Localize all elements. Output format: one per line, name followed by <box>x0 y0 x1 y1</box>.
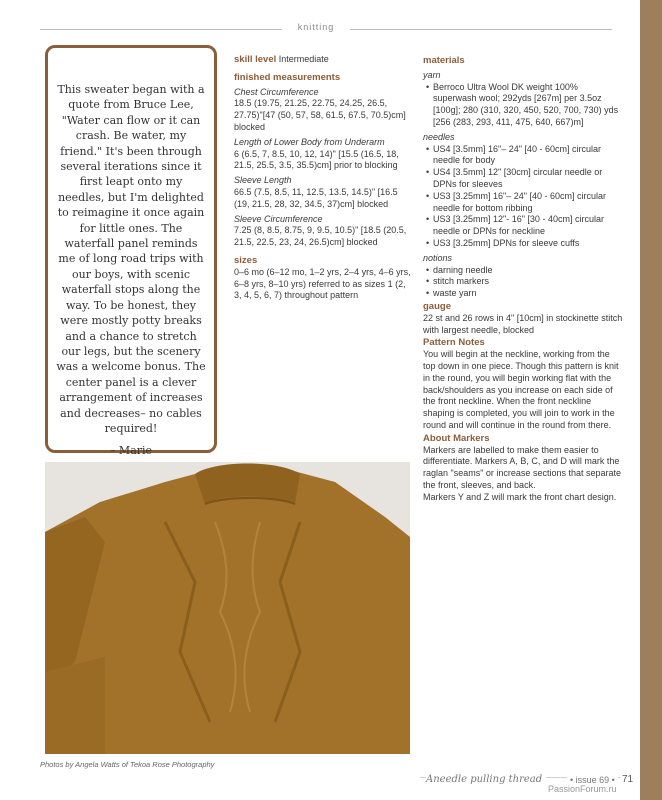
skill-level <box>234 54 414 66</box>
needles-label: needles <box>423 131 455 142</box>
yarn-label: yarn <box>423 69 441 80</box>
about-markers-text-2: Markers Y and Z will mark the front chart design. <box>423 491 617 502</box>
watermark: PassionForum.ru <box>548 784 617 794</box>
gauge-heading: gauge <box>423 300 451 312</box>
list-item: • US3 [3.25mm] 12"- 16" [30 - 40cm] circular needle or DPNs for neckline <box>433 214 623 238</box>
header-rule-right <box>350 29 612 30</box>
sizes-text: 0–6 mo (6–12 mo, 1–2 yrs, 2–4 yrs, 4–6 yrs, 6–8 yrs, 8–10 yrs) referred to as sizes 1 (2, 3, 4, 5, 6, 7) throughout pattern <box>234 266 411 301</box>
page-number: 71 <box>622 774 634 785</box>
designer-quote-box <box>45 45 217 458</box>
pattern-notes-heading: Pattern Notes <box>423 337 485 349</box>
finished-measurements-heading: finished measurements <box>234 71 341 83</box>
measurement-value: 66.5 (7.5, 8.5, 11, 12.5, 13.5, 14.5)" [16.5 (19, 21.5, 28, 32, 34.5, 37)cm] blocked <box>234 186 398 209</box>
measurement-name: Sleeve Circumference <box>234 213 323 224</box>
skill-level-value: Intermediate <box>278 54 329 64</box>
measurement-name: Sleeve Length <box>234 175 292 186</box>
list-item: • waste yarn <box>433 288 623 300</box>
list-item: • darning needle <box>433 265 623 277</box>
yarn-list <box>423 82 623 129</box>
section-tag: knitting <box>297 22 335 32</box>
list-item: • US4 [3.5mm] 12" [30cm] circular needle or DPNs for sleeves <box>433 167 623 191</box>
gauge-text: 22 st and 26 rows in 4" [10cm] in stockinette stitch with largest needle, blocked <box>423 312 623 335</box>
measurement-value: 7.25 (8, 8.5, 8.75, 9, 9.5, 10.5)" [18.5 (20.5, 21.5, 22.5, 23, 24, 26.5)cm] blocked <box>234 225 407 248</box>
about-markers-text: Markers are labelled to make them easier to differentiate. Markers A, B, C, and D will mark the raglan "seams" or increase sections that separate the front, sleeves, and back. <box>423 444 621 490</box>
issue-number: • issue 69 • <box>567 775 618 785</box>
skill-level-label: skill level <box>234 54 277 65</box>
notions-label: notions <box>423 252 453 263</box>
sweater-photo <box>45 462 410 754</box>
needles-list <box>423 144 623 250</box>
sweater-illustration <box>45 462 410 754</box>
photo-credit: Photos by Angela Watts of Tekoa Rose Photography <box>40 760 215 769</box>
pattern-notes-text: You will begin at the neckline, working from the top down in one piece. Though this pattern is knit in the round, you will begin working flat with the back/shoulders as you increase on each side of the front neckline. When the front neckline shaping is completed, you will join to work in the round and will continue in the round from there. <box>423 349 619 430</box>
list-item: • US3 [3.25mm] 16"– 24" [40 - 60cm] circular needle for bottom ribbing <box>433 191 623 215</box>
notions-list <box>423 265 623 300</box>
page-edge-bar <box>640 0 662 800</box>
about-markers-heading: About Markers <box>423 432 490 444</box>
list-item: • stitch markers <box>433 276 623 288</box>
quote-signature: – Marie <box>109 444 153 458</box>
measurement-name: Chest Circumference <box>234 86 319 97</box>
list-item: • Berroco Ultra Wool DK weight 100% superwash wool; 292yds [267m] per 3.5oz [100g]; 280 (310, 320, 450, 520, 700, 730) yds [256 (283, 293, 411, 475, 640, 667)m] <box>433 82 623 129</box>
header-rule-left <box>40 29 282 30</box>
measurement-value: 18.5 (19.75, 21.25, 22.75, 24.25, 26.5, 27.75)"[47 (50, 57, 58, 61.5, 67.5, 70.5)cm] blocked <box>234 98 406 132</box>
materials-column <box>423 54 623 503</box>
magazine-brand: Aneedle pulling thread <box>426 774 546 785</box>
quote-text: This sweater began with a quote from Bruce Lee, "Water can flow or it can crash. Be water, my friend." It's been through several iterations since it first leapt onto my needles, but I'm delighted to reimagine it once again for little ones. The waterfall panel reminds me of long road trips with our boys, with scenic waterfall stops along the way. To be honest, they were mostly potty breaks and a chance to stretch our legs, but the scenery was a welcome bonus. The center panel is a clever arrangement of increases and decreases– no cables required! <box>56 83 206 435</box>
list-item: • US3 [3.25mm] DPNs for sleeve cuffs <box>433 238 623 250</box>
measurement-name: Length of Lower Body from Underarm <box>234 136 385 147</box>
measurement-value: 6 (6.5, 7, 8.5, 10, 12, 14)" [15.5 (16.5, 18, 21.5, 25.5, 3.5, 35.5)cm] prior to blocking <box>234 148 399 171</box>
sizes-heading: sizes <box>234 254 258 266</box>
materials-heading: materials <box>423 55 465 66</box>
pattern-details-column <box>234 54 414 302</box>
list-item: • US4 [3.5mm] 16"– 24" [40 - 60cm] circular needle for body <box>433 144 623 168</box>
